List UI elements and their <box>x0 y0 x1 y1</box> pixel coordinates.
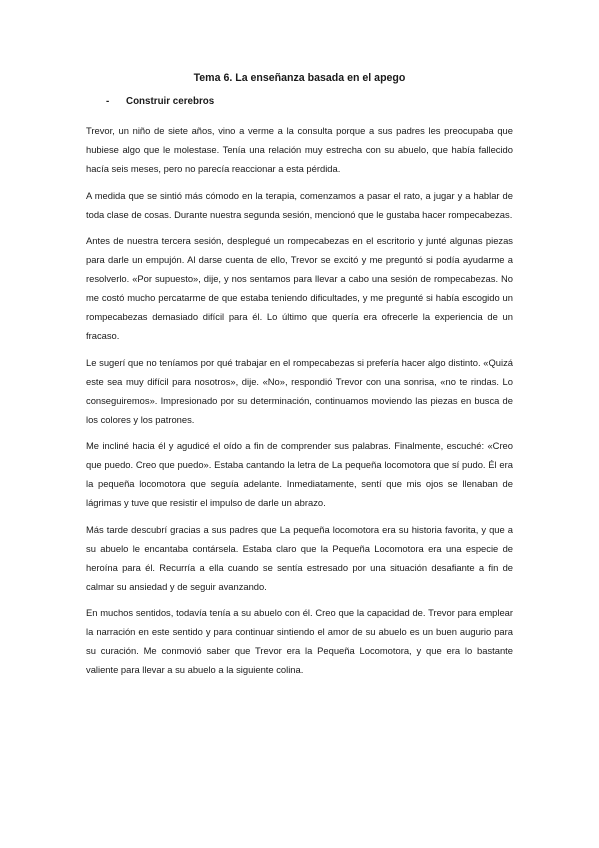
paragraph: A medida que se sintió más cómodo en la terapia, comenzamos a pasar el rato, a jugar y a hablar de toda clase de cosas. Durante nuestra segunda sesión, mencionó que le gustaba hacer rompecabezas. <box>86 189 513 220</box>
bullet-dash: - <box>106 96 110 107</box>
paragraph: En muchos sentidos, todavía tenía a su abuelo con él. Creo que la capacidad de. Trevor para emplear la narración en este sentido y para continuar sintiendo el amor de su abuelo es un buen augurio para su curación. Me conmovió saber que Trevor era la Pequeña Locomotora, y que era lo bastante valiente para llevar a su abuelo a la siguiente colina. <box>86 607 513 675</box>
paragraph: Le sugerí que no teníamos por qué trabajar en el rompecabezas si prefería hacer algo distinto. «Quizá este sea muy difícil para nosotros», dije. «No», respondió Trevor con una sonrisa, «no te rindas. Lo conseguiremos». Impresionado por su determinación, continuamos moviendo las piezas en busca de los colores y los patrones. <box>86 356 513 425</box>
paragraph: Antes de nuestra tercera sesión, desplegué un rompecabezas en el escritorio y junté algunas piezas para darle un empujón. Al darse cuenta de ello, Trevor se excitó y me preguntó si podía ayudarme a resolverlo. «Por supuesto», dije, y nos sentamos para llevar a cabo una sesión de rompecabezas. No me costó mucho percatarme de que estaba teniendo dificultades, y me pregunté si había escogido un rompecabezas demasiado difícil para él. Lo último que quería era ofrecerle la experiencia de un fracaso. <box>86 235 513 341</box>
section-heading <box>86 96 513 107</box>
paragraph: Me incliné hacia él y agudicé el oído a fin de comprender sus palabras. Finalmente, escuché: «Creo que puedo. Creo que puedo». Estaba cantando la letra de La pequeña locomotora que sí pudo. Él era la pequeña locomotora que seguía adelante. Inmediatamente, sentí que mis ojos se llenaban de lágrimas y tuve que resistir el impulso de darle un abrazo. <box>86 440 513 508</box>
paragraph: Trevor, un niño de siete años, vino a verme a la consulta porque a sus padres les preocupaba que hubiese algo que le molestase. Tenía una relación muy estrecha con su abuelo, que había fallecido hacía seis meses, pero no parecía reaccionar a esta pérdida. <box>86 125 513 174</box>
document-title: Tema 6. La enseñanza basada en el apego <box>193 72 406 84</box>
paragraph: Más tarde descubrí gracias a sus padres que La pequeña locomotora era su historia favorita, y que a su abuelo le encantaba contársela. Estaba claro que la Pequeña Locomotora era una especie de heroína para él. Recurría a ella cuando se sentía estresado por una situación desafiante a fin de calmar su ansiedad y de seguir avanzando. <box>86 523 513 592</box>
section-heading-label: Construir cerebros <box>126 96 215 107</box>
